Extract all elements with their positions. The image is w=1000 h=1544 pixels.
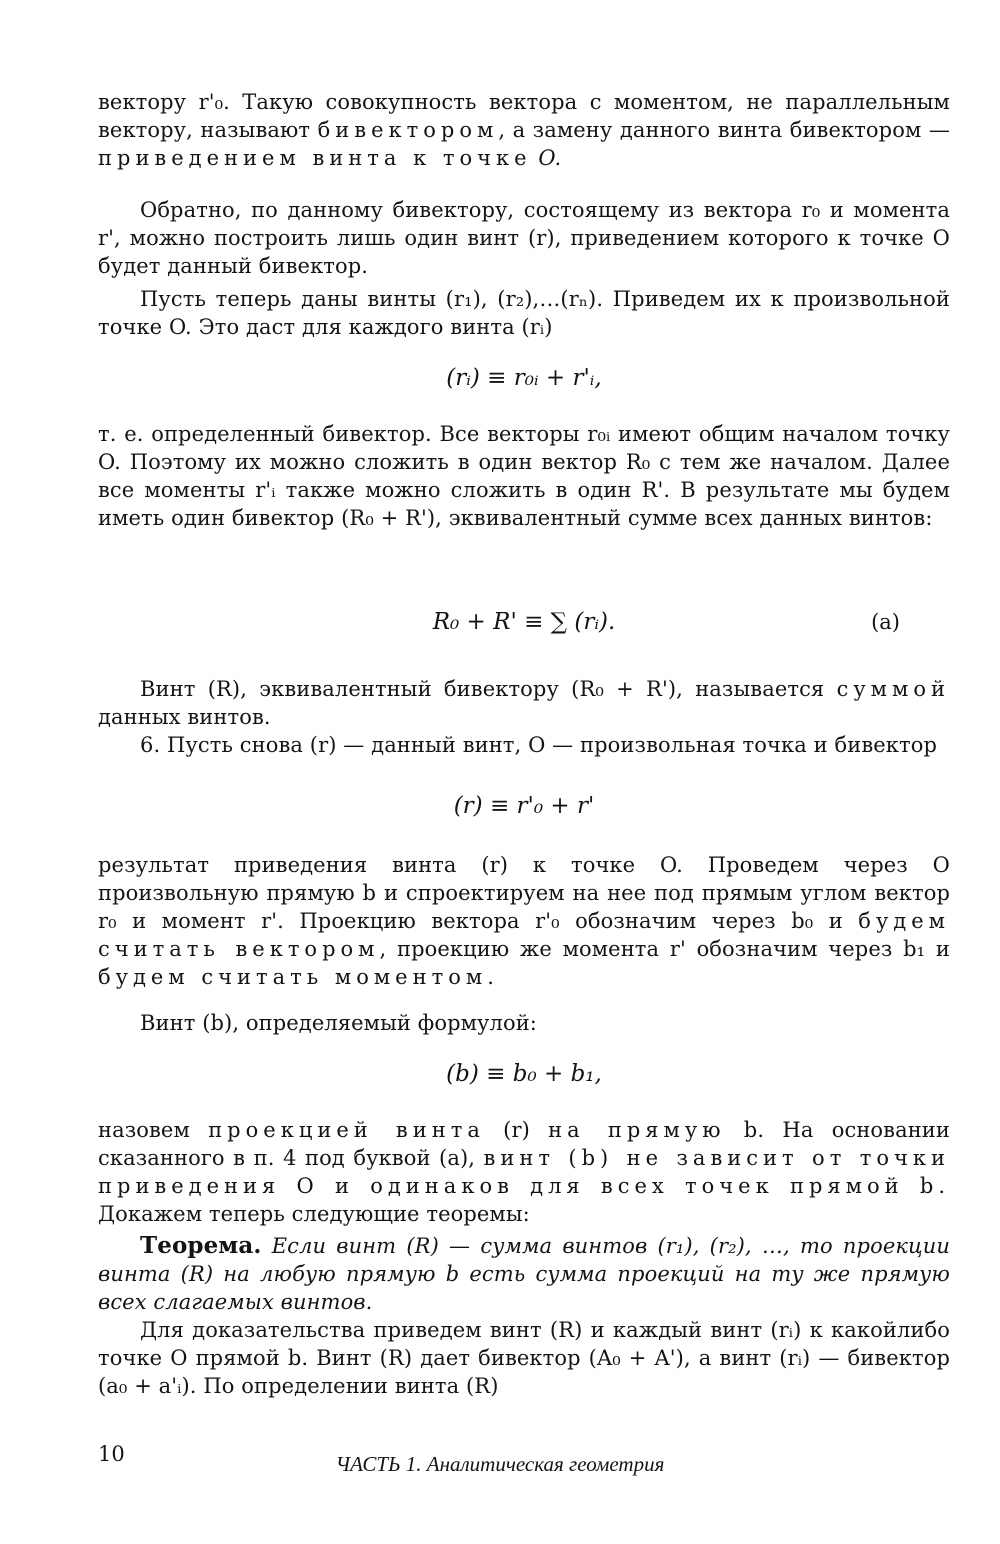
text-run: т. е. определенный бивектор. Все векторы r₀ᵢ имеют общим началом точку O. Поэтому их можно сложить в один вектор R₀ с тем же началом. Далее все моменты r'ᵢ также можно сложить в один R'. В результате мы будем иметь один бивектор (R₀ + R'), эквивалентный сумме всех данных винтов: bbox=[98, 422, 950, 530]
paragraph-screw-b bbox=[98, 1009, 950, 1037]
paragraph-proof bbox=[98, 1316, 950, 1400]
text-run: Винт (R), эквивалентный бивектору (R₀ + R'), называется bbox=[140, 677, 825, 701]
text-run: , проекцию же момента r' обозначим через b₁ и bbox=[379, 937, 950, 961]
paragraph-given-screws bbox=[98, 285, 950, 341]
spaced-term-independence: винт (b) не зависит от точки приведения O и одинаков для всех точек прямой b. bbox=[98, 1146, 950, 1198]
page-number: 10 bbox=[98, 1442, 125, 1466]
running-title: ЧАСТЬ 1. Аналитическая геометрия bbox=[335, 1452, 665, 1476]
spaced-term-projection: проекцией винта bbox=[208, 1118, 485, 1142]
paragraph-screw-sum bbox=[98, 675, 950, 731]
text-run: вектору r'₀. Такую совокупность вектора с моментом, не параллельным вектору, называют bbox=[98, 90, 950, 142]
text-run: , а замену данного винта бивектором — bbox=[498, 118, 950, 142]
theorem-heading: Теорема. bbox=[140, 1232, 262, 1259]
formula-text: (b) ≡ b₀ + b₁, bbox=[446, 1061, 602, 1087]
text-run: (r) bbox=[484, 1118, 530, 1142]
spaced-term-moment: будем считать моментом bbox=[98, 965, 488, 989]
paragraph-theorem bbox=[98, 1232, 950, 1316]
formula-text: (r) ≡ r'₀ + r' bbox=[453, 793, 595, 819]
text-run: . bbox=[487, 965, 494, 989]
formula-text: R₀ + R' ≡ ∑ (rᵢ). bbox=[432, 609, 616, 635]
text-run: Для доказательства приведем винт (R) и каждый винт (rᵢ) к какойлибо точке O прямой b. Винт (R) дает бивектор (A₀ + A'), а винт (rᵢ) — бивектор (a₀ + a'ᵢ). По определении винта (R) bbox=[98, 1318, 950, 1398]
spaced-term-reduction: приведением винта к точке bbox=[98, 146, 532, 170]
text-run: O. bbox=[531, 146, 562, 170]
text-run: результат приведения винта (r) к точке O. Проведем через O произвольную прямую b и спроектируем на нее под прямым углом вектор r₀ и момент r'. Проекцию вектора r'₀ обозначим через b₀ и bbox=[98, 853, 950, 933]
paragraph-projection bbox=[98, 851, 950, 991]
text-run: назовем bbox=[98, 1118, 190, 1142]
formula-bivector bbox=[98, 790, 950, 822]
text-run: Докажем теперь следующие теоремы: bbox=[98, 1202, 530, 1226]
text-run: Винт (b), определяемый формулой: bbox=[140, 1011, 537, 1035]
paragraph-projection-name bbox=[98, 1116, 950, 1228]
formula-screw-reduction bbox=[98, 362, 950, 394]
formula-projection bbox=[98, 1058, 950, 1090]
paragraph-sum-vectors bbox=[98, 420, 950, 532]
text-run: данных винтов. bbox=[98, 705, 271, 729]
text-run: 6. Пусть снова (r) — данный винт, O — произвольная точка и бивектор bbox=[140, 733, 938, 757]
equation-number: (а) bbox=[871, 610, 900, 634]
spaced-term-sum: суммой bbox=[836, 677, 950, 701]
spaced-term-on-line: на прямую bbox=[548, 1118, 726, 1142]
paragraph-section-6 bbox=[98, 731, 950, 759]
text-run: Пусть теперь даны винты (r₁), (r₂),…(rₙ). Приведем их к произвольной точке O. Это даст для каждого винта (rᵢ) bbox=[98, 287, 950, 339]
text-run: Обратно, по данному бивектору, состоящему из вектора r₀ и момента r', можно построить лишь один винт (r), приведением которого к точке O будет данный бивектор. bbox=[98, 198, 950, 278]
paragraph-converse bbox=[98, 196, 950, 280]
text-run: b. На основании сказанного в п. 4 под буквой (а), bbox=[98, 1118, 950, 1170]
spaced-term-bivector: бивектором bbox=[317, 118, 499, 142]
spaced-term-vector: будем считать вектором bbox=[98, 909, 950, 961]
formula-text: (rᵢ) ≡ r₀ᵢ + r'ᵢ, bbox=[446, 365, 602, 391]
theorem-statement: Если винт (R) — сумма винтов (r₁), (r₂), …, то проекции винта (R) на любую прямую b есть сумма проекций на ту же прямую всех слагаемых винтов. bbox=[98, 1234, 950, 1314]
paragraph-bivector-definition bbox=[98, 88, 950, 172]
formula-sum bbox=[98, 606, 950, 638]
